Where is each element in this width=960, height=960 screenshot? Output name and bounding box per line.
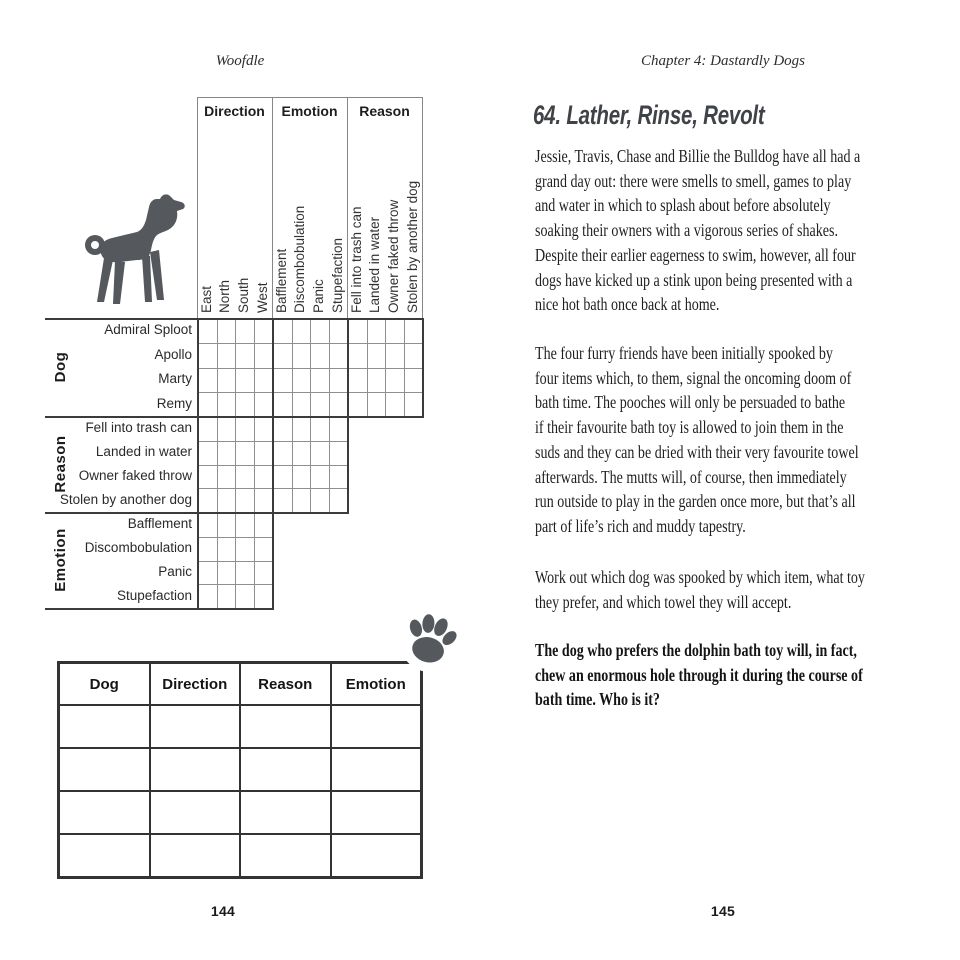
solution-table-cell (60, 835, 149, 876)
grid-cell (274, 489, 292, 512)
solution-table-row (60, 706, 420, 747)
solution-table-cell (60, 792, 149, 833)
solution-table-cell (151, 706, 240, 747)
grid-column-label: Fell into trash can (348, 206, 364, 313)
text-line: grand day out: there were smells to smell, games to play (535, 170, 852, 191)
grid-cell (255, 344, 273, 367)
grid-cell (349, 320, 367, 343)
solution-table-cell (151, 792, 240, 833)
text-line: run outside to play in the garden once more, but that’s all (535, 491, 856, 512)
solution-table-cell (60, 706, 149, 747)
left-running-head: Woofdle (215, 53, 265, 69)
text-line: Work out which dog was spooked by which item, what toy (535, 567, 865, 587)
column-group-header: Reason (359, 103, 410, 119)
grid-cell (199, 344, 217, 367)
grid-cell (255, 369, 273, 392)
grid-row-label: Panic (158, 564, 192, 579)
grid-column-label: South (236, 277, 251, 313)
grid-cell (236, 538, 254, 561)
solution-table-header-row (60, 664, 420, 704)
text-line: four items which, to them, signal the oncoming doom of (535, 367, 852, 388)
grid-cell (293, 442, 311, 465)
solution-table-cell (332, 749, 421, 790)
grid-cell (199, 562, 217, 585)
grid-cell (274, 442, 292, 465)
grid-row-label: Remy (156, 395, 192, 411)
grid-cell (199, 585, 217, 608)
grid-cell (368, 369, 386, 392)
grid-cell (255, 538, 273, 561)
grid-row-label: Landed in water (95, 444, 192, 459)
grid-cell (368, 320, 386, 343)
column-group-header: Emotion (281, 103, 338, 119)
grid-cell (218, 466, 236, 489)
row-group-separator (45, 512, 199, 514)
puzzle-title: 64. Lather, Rinse, Revolt (533, 100, 765, 130)
row-group-separator (45, 318, 199, 320)
solution-table-cell (151, 749, 240, 790)
grid-row-label: Stupefaction (116, 588, 192, 603)
grid-cell (236, 344, 254, 367)
grid-cell (293, 489, 311, 512)
grid-cell (293, 418, 311, 441)
grid-row-label: Admiral Sploot (104, 322, 192, 337)
body-paragraph (535, 144, 860, 317)
grid-cell (330, 344, 348, 367)
grid-cell (274, 320, 292, 343)
text-line: chew an enormous hole through it during the course of (535, 664, 863, 685)
grid-box (197, 318, 274, 418)
paw-print-icon (396, 608, 466, 678)
grid-cell (311, 369, 329, 392)
grid-cell (236, 514, 254, 537)
text-line: afterwards. The mutts will, of course, then immediately (535, 466, 847, 487)
row-group-label: Dog (52, 351, 69, 383)
grid-cell (330, 489, 348, 512)
grid-cell (386, 320, 404, 343)
grid-cell (330, 418, 348, 441)
grid-cell (330, 442, 348, 465)
text-line: The dog who prefers the dolphin bath toy will, in fact, (535, 640, 857, 660)
grid-cell (218, 585, 236, 608)
grid-cell (274, 344, 292, 367)
grid-cell (255, 393, 273, 416)
grid-cell (368, 344, 386, 367)
grid-cell (199, 320, 217, 343)
solution-table-row (60, 749, 420, 790)
grid-cell (218, 489, 236, 512)
grid-cell (386, 393, 404, 416)
right-page-number: 145 (710, 903, 736, 919)
grid-cell (236, 489, 254, 512)
grid-cell (199, 489, 217, 512)
grid-cell (218, 344, 236, 367)
grid-row-label: Fell into trash can (85, 420, 192, 435)
grid-cell (236, 562, 254, 585)
grid-cell (255, 466, 273, 489)
grid-row-label: Stolen by another dog (59, 492, 192, 507)
grid-cell (255, 320, 273, 343)
solution-table-header: Reason (241, 664, 330, 704)
solution-table-cell (60, 749, 149, 790)
grid-cell (293, 369, 311, 392)
solution-table-row (60, 792, 420, 833)
text-line: part of life’s rich and muddy tapestry. (535, 515, 746, 536)
grid-cell (311, 320, 329, 343)
row-group-label: Emotion (52, 528, 69, 592)
grid-column-label: West (254, 282, 270, 313)
grid-cell (349, 344, 367, 367)
solution-table-header: Direction (151, 664, 240, 704)
text-line: Jessie, Travis, Chase and Billie the Bulldog have all had a (535, 146, 861, 166)
grid-row-label: Bafflement (127, 516, 192, 531)
grid-cell (199, 418, 217, 441)
grid-cell (199, 538, 217, 561)
text-line: dogs have kicked up a stink upon being presented with a (535, 269, 853, 290)
grid-cell (236, 393, 254, 416)
puzzle-body-text (535, 0, 955, 960)
grid-column-label: North (217, 279, 233, 313)
grid-cell (274, 393, 292, 416)
grid-cell (236, 369, 254, 392)
grid-column-label: Landed in water (367, 216, 383, 313)
grid-box (197, 416, 274, 514)
grid-cell (218, 320, 236, 343)
grid-header-divider (422, 97, 423, 318)
grid-header-divider (272, 97, 273, 318)
grid-row-label: Discombobulation (84, 540, 192, 555)
solution-table-cell (151, 835, 240, 876)
grid-column-label: Panic (311, 279, 326, 313)
grid-cell (236, 585, 254, 608)
grid-cell (218, 442, 236, 465)
grid-cell (218, 369, 236, 392)
solution-table-cell (332, 706, 421, 747)
grid-column-label: Stolen by another dog (404, 180, 420, 313)
text-line: soaking their owners with a vigorous series of shakes. (535, 220, 838, 241)
grid-column-label: Stupefaction (329, 237, 345, 313)
grid-cell (311, 489, 329, 512)
left-page-number: 144 (210, 903, 236, 919)
row-group-separator (45, 416, 199, 418)
solution-table-header: Dog (60, 664, 149, 704)
column-group-header: Direction (204, 103, 265, 119)
grid-cell (255, 514, 273, 537)
grid-cell (236, 442, 254, 465)
grid-cell (311, 344, 329, 367)
grid-cell (255, 585, 273, 608)
text-line: bath time. Who is it? (535, 689, 660, 710)
solution-table-cell (241, 749, 330, 790)
grid-cell (255, 418, 273, 441)
grid-cell (293, 344, 311, 367)
grid-cell (274, 369, 292, 392)
grid-cell (311, 418, 329, 441)
grid-cell (293, 393, 311, 416)
grid-cell (274, 466, 292, 489)
grid-cell (311, 393, 329, 416)
grid-cell (311, 466, 329, 489)
text-line: nice hot bath once back at home. (535, 294, 720, 315)
grid-box (272, 416, 349, 514)
grid-cell (330, 369, 348, 392)
text-line: Despite their earlier eagerness to swim, however, all four (535, 244, 856, 265)
solution-table-cell (241, 792, 330, 833)
grid-cell (255, 489, 273, 512)
grid-cell (199, 369, 217, 392)
grid-row-label: Marty (158, 371, 192, 386)
grid-box (272, 318, 349, 418)
grid-column-label: Owner faked throw (386, 199, 401, 313)
grid-cell (199, 514, 217, 537)
grid-header-top-rule (197, 97, 423, 98)
grid-cell (405, 344, 423, 367)
grid-header-divider (197, 97, 198, 318)
grid-box (197, 512, 274, 610)
grid-cell (349, 393, 367, 416)
solution-table-cell (332, 792, 421, 833)
solution-table-header: Emotion (332, 664, 421, 704)
grid-column-label: Discombobulation (292, 205, 308, 313)
solution-table (57, 661, 423, 879)
text-line: bath time. The pooches will only be persuaded to bathe (535, 392, 846, 413)
grid-cell (330, 320, 348, 343)
grid-column-label: East (198, 285, 214, 313)
body-paragraph (535, 565, 865, 614)
solution-table-cell (241, 835, 330, 876)
grid-cell (218, 562, 236, 585)
body-paragraph (535, 638, 863, 712)
text-line: The four furry friends have been initially spooked by (535, 343, 833, 363)
grid-row-label: Owner faked throw (78, 468, 192, 483)
grid-cell (386, 344, 404, 367)
grid-cell (199, 466, 217, 489)
grid-cell (386, 369, 404, 392)
grid-cell (199, 393, 217, 416)
grid-row-label: Apollo (154, 346, 192, 362)
grid-cell (236, 418, 254, 441)
grid-cell (368, 393, 386, 416)
grid-cell (274, 418, 292, 441)
grid-box (347, 318, 424, 418)
grid-cell (218, 538, 236, 561)
grid-header-divider (347, 97, 348, 318)
body-paragraph (535, 341, 859, 539)
text-line: suds and they can be dried with their very favourite towel (535, 441, 859, 462)
grid-cell (330, 466, 348, 489)
grid-cell (199, 442, 217, 465)
text-line: if their favourite bath toy is allowed to join them in the (535, 417, 844, 438)
grid-cell (255, 562, 273, 585)
grid-cell (330, 393, 348, 416)
grid-cell (236, 320, 254, 343)
solution-table-row (60, 835, 420, 876)
grid-cell (218, 393, 236, 416)
grid-cell (293, 320, 311, 343)
grid-cell (405, 369, 423, 392)
grid-cell (255, 442, 273, 465)
grid-column-label: Bafflement (273, 248, 289, 313)
grid-cell (405, 393, 423, 416)
text-line: they prefer, and which towel they will accept. (535, 591, 792, 612)
row-group-separator (45, 608, 199, 610)
text-line: and water in which to splash about before absolutely (535, 195, 831, 216)
grid-cell (293, 466, 311, 489)
row-group-label: Reason (52, 435, 69, 493)
grid-cell (349, 369, 367, 392)
right-running-head: Chapter 4: Dastardly Dogs (640, 53, 806, 69)
solution-table-cell (241, 706, 330, 747)
grid-cell (218, 418, 236, 441)
grid-cell (311, 442, 329, 465)
solution-table-cell (332, 835, 421, 876)
grid-cell (405, 320, 423, 343)
grid-cell (236, 466, 254, 489)
grid-cell (218, 514, 236, 537)
